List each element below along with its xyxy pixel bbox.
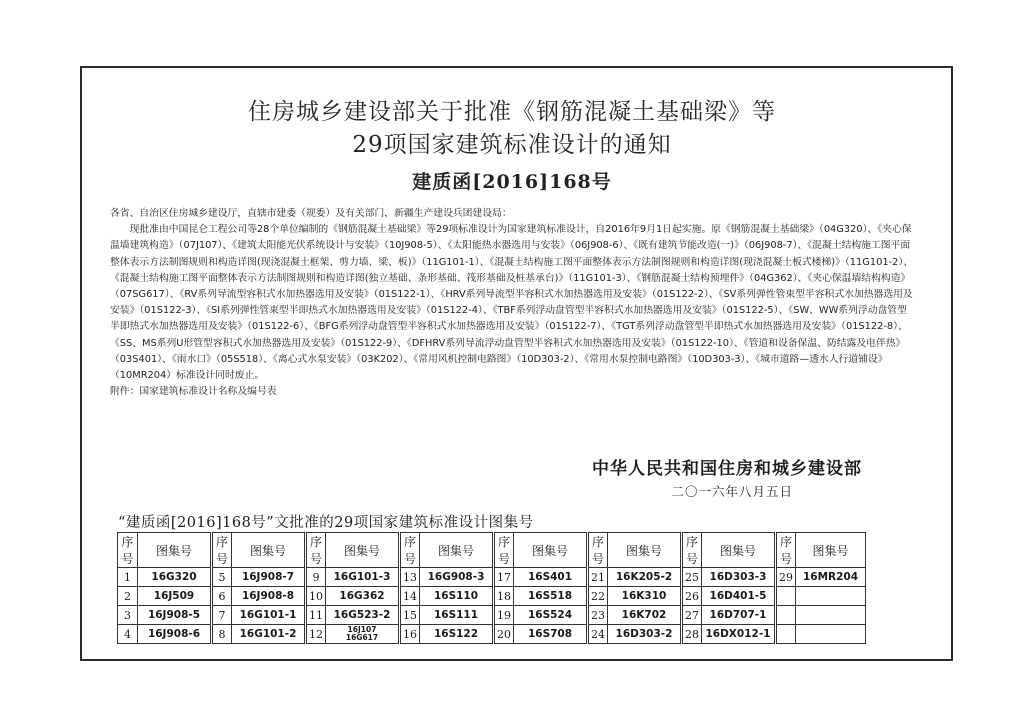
- catalog-code: 16G320: [138, 568, 212, 587]
- catalog-no: 11: [306, 606, 326, 625]
- catalog-code: 16K310: [608, 587, 682, 606]
- catalog-no: 2: [118, 587, 138, 606]
- catalog-header-row: [118, 533, 866, 568]
- header-code: 图集号: [514, 533, 588, 568]
- catalog-no: 9: [306, 568, 326, 587]
- catalog-code: 16G101-3: [326, 568, 400, 587]
- catalog-no: 17: [494, 568, 514, 587]
- catalog-code: 16D303-3: [702, 568, 776, 587]
- document-body: [110, 206, 914, 400]
- catalog-no: 15: [400, 606, 420, 625]
- document-title-line1: 住房城乡建设部关于批准《钢筋混凝土基础梁》等: [248, 99, 776, 125]
- catalog-code: [796, 606, 866, 625]
- catalog-no: 20: [494, 625, 514, 644]
- catalog-code: [796, 587, 866, 606]
- catalog-code: 16J908-6: [138, 625, 212, 644]
- catalog-no: 16: [400, 625, 420, 644]
- table-row: [118, 568, 866, 587]
- catalog-no: 6: [212, 587, 232, 606]
- catalog-no: 19: [494, 606, 514, 625]
- header-no: 序号: [588, 533, 608, 568]
- catalog-no: 25: [682, 568, 702, 587]
- header-no: 序号: [494, 533, 514, 568]
- catalog-no: 27: [682, 606, 702, 625]
- document-title-line2: 29项国家建筑标准设计的通知: [352, 132, 672, 158]
- table-row: [118, 625, 866, 644]
- catalog-code: 16S524: [514, 606, 588, 625]
- catalog-no: 18: [494, 587, 514, 606]
- table-row: [118, 587, 866, 606]
- catalog-code: 16K205-2: [608, 568, 682, 587]
- catalog-code: 16G523-2: [326, 606, 400, 625]
- catalog-no: 12: [306, 625, 326, 644]
- catalog-code: 16G362: [326, 587, 400, 606]
- catalog-no: 5: [212, 568, 232, 587]
- catalog-code: 16K702: [608, 606, 682, 625]
- catalog-code: 16S111: [420, 606, 494, 625]
- catalog-no: 24: [588, 625, 608, 644]
- header-no: 序号: [212, 533, 232, 568]
- catalog-no: 1: [118, 568, 138, 587]
- catalog-code: 16G101-1: [232, 606, 306, 625]
- catalog-code: 16MR204: [796, 568, 866, 587]
- catalog-code: 16D401-5: [702, 587, 776, 606]
- catalog-no: 8: [212, 625, 232, 644]
- header-code: 图集号: [232, 533, 306, 568]
- catalog-code: 16J908-5: [138, 606, 212, 625]
- issuer-signature: 中华人民共和国住房和城乡建设部: [592, 459, 862, 479]
- attachment-note: 附件：国家建筑标准设计名称及编号表: [110, 386, 277, 398]
- catalog-no: 21: [588, 568, 608, 587]
- header-no: 序号: [118, 533, 138, 568]
- catalog-code: 16S708: [514, 625, 588, 644]
- header-code: 图集号: [796, 533, 866, 568]
- header-code: 图集号: [138, 533, 212, 568]
- table-row: [118, 606, 866, 625]
- catalog-no: 13: [400, 568, 420, 587]
- catalog-code: 16J107 16G617: [326, 625, 400, 644]
- catalog-code: 16J509: [138, 587, 212, 606]
- catalog-no: 26: [682, 587, 702, 606]
- catalog-code: 16D707-1: [702, 606, 776, 625]
- catalog-no: 14: [400, 587, 420, 606]
- catalog-code: 16D303-2: [608, 625, 682, 644]
- catalog-no: 23: [588, 606, 608, 625]
- catalog-code: 16G101-2: [232, 625, 306, 644]
- catalog-no: 29: [776, 568, 796, 587]
- catalog-no: 22: [588, 587, 608, 606]
- catalog-no: 3: [118, 606, 138, 625]
- catalog-code: 16J908-8: [232, 587, 306, 606]
- header-no: 序号: [400, 533, 420, 568]
- catalog-table: [117, 532, 866, 644]
- catalog-no: 10: [306, 587, 326, 606]
- catalog-no: [776, 625, 796, 644]
- header-code: 图集号: [702, 533, 776, 568]
- addressee: 各省、自治区住房城乡建设厅，直辖市建委（规委）及有关部门，新疆生产建设兵团建设局：: [110, 208, 512, 219]
- catalog-code: 16S401: [514, 568, 588, 587]
- catalog-code: [796, 625, 866, 644]
- catalog-code: 16DX012-1: [702, 625, 776, 644]
- catalog-code: 16G908-3: [420, 568, 494, 587]
- document-number: 建质函[2016]168号: [412, 171, 612, 193]
- catalog-no: 28: [682, 625, 702, 644]
- catalog-code: 16S122: [420, 625, 494, 644]
- notice-body: 现批准由中国昆仑工程公司等28个单位编制的《钢筋混凝土基础梁》等29项标准设计为国家建筑标准设计，自2016年9月1日起实施。原《钢筋混凝土基础梁》（04G320）、《夹心保温墙建筑构造》（07J107）、《建筑太阳能光伏系统设计与安装》（10J908-5）、《太阳能热水器选用与安装》（06J908-6）、《既有建筑节能改造(一)》（06J908-7）、《混凝土结构施工图平面整体表示方法制图规则和构造详图(现浇混凝土框架、剪力墙、梁、板)》（11G101-1）、《混凝土结构施工图平面整体表示方法制图规则和构造详图(现浇混凝土板式楼梯)》（11G101-2）、《混凝土结构施工图平面整体表示方法制图规则和构造详图(独立基础、条形基础、筏形基础及桩基承台)》（11G101-3）、《钢筋混凝土结构预埋件》（04G362）、《夹心保温墙结构构造》（07SG617）、《RV系列导流型容积式水加热器选用及安装》（01S122-1）、《HRV系列导流型半容积式水加热器选用及安装》（01S122-2）、《SV系列弹性管束型半容积式水加热器选用及安装》（01S122-3）、《SI系列弹性管束型半即热式水加热器选用及安装》（01S122-4）、《TBF系列浮动盘管型半容积式水加热器选用及安装》（01S122-5）、《SW、WW系列浮动盘管型半即热式水加热器选用及安装》（01S122-6）、《BFG系列浮动盘管型半容积式水加热器选用及安装》（01S122-7）、《TGT系列浮动盘管型半即热式水加热器选用及安装》（01S122-8）、《SS、MS系列U形管型容积式水加热器选用及安装》（01S122-9）、《DFHRV系列导流浮动盘管型半容积式水加热器选用及安装》（01S122-10）、《管道和设备保温、防结露及电伴热》（03S401）、《雨水口》（05S518）、《离心式水泵安装》（03K202）、《常用风机控制电路图》（10D303-2）、《常用水泵控制电路图》（10D303-3）、《城市道路—透水人行道铺设》（10MR204）标准设计同时废止。: [110, 224, 914, 382]
- catalog-no: 4: [118, 625, 138, 644]
- header-code: 图集号: [420, 533, 494, 568]
- header-code: 图集号: [326, 533, 400, 568]
- catalog-code: 16J908-7: [232, 568, 306, 587]
- header-no: 序号: [306, 533, 326, 568]
- catalog-code: 16S110: [420, 587, 494, 606]
- issue-date: 二〇一六年八月五日: [671, 484, 793, 499]
- catalog-code: 16S518: [514, 587, 588, 606]
- catalog-no: [776, 606, 796, 625]
- catalog-no: 7: [212, 606, 232, 625]
- catalog-no: [776, 587, 796, 606]
- header-no: 序号: [776, 533, 796, 568]
- header-code: 图集号: [608, 533, 682, 568]
- header-no: 序号: [682, 533, 702, 568]
- catalog-title: “建质函[2016]168号”文批准的29项国家建筑标准设计图集号: [118, 515, 534, 531]
